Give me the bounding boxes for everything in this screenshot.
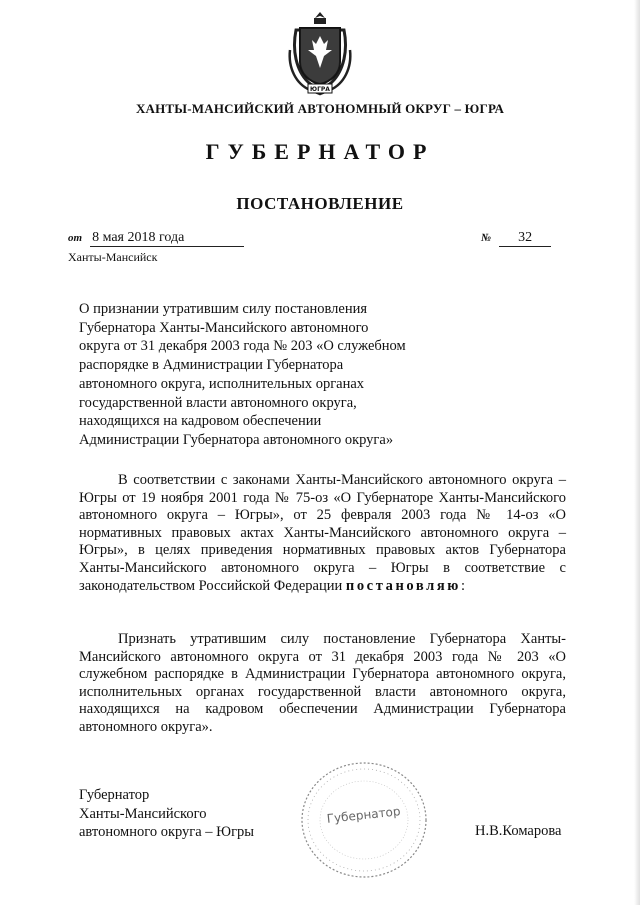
subject-line: О признании утратившим силу постановления [79,301,368,317]
subject-line: Губернатора Ханты-Мансийского автономного [79,319,369,336]
subject-line: государственной власти автономного округа, [79,394,357,411]
city-name: Ханты-Мансийск [68,250,158,264]
decree-colon: : [461,577,466,594]
date-line [68,230,244,247]
signatory-title-line: Ханты-Мансийского [79,805,207,822]
preamble-paragraph [79,472,566,595]
region-name: ХАНТЫ-МАНСИЙСКИЙ АВТОНОМНЫЙ ОКРУГ – ЮГРА [135,101,505,116]
crest-label: ЮГРА [310,86,330,93]
signatory-title [79,786,254,842]
signatory-title-line: Губернатор [79,787,150,803]
document-subject [79,300,459,450]
subject-line: округа от 31 декабря 2003 года № 203 «О служебном [79,338,406,355]
document-type: ПОСТАНОВЛЕНИЕ [236,194,404,213]
number-line [481,230,551,247]
subject-line: автономного округа, исполнительных органах [79,375,365,392]
coat-of-arms-emblem [286,10,354,96]
seal-text: Губернатор [326,804,402,826]
date-prefix: от [68,232,83,244]
operative-paragraph: Признать утратившим силу постановление Губернатора Ханты-Мансийского автономного округа от 31 декабря 2003 года № 203 «О служебном распорядке в Администрации Губернатора автономного округа, исполнительных органах государственной власти автономного округа, находящихся на кадровом обеспечении Администрации Губернатора автономного округа». [79,631,566,735]
document-date: 8 мая 2018 года [90,230,244,247]
document-number: 32 [499,230,551,247]
scan-edge-shadow [634,0,640,905]
official-seal-stamp [296,757,432,883]
decree-word: постановляю [345,577,461,594]
signatory-name: Н.В.Комарова [475,823,562,839]
number-prefix: № [481,232,492,244]
subject-line: распорядке в Администрации Губернатора [79,357,344,374]
subject-line: находящихся на кадровом обеспечении [79,413,322,430]
office-title: ГУБЕРНАТОР [205,139,435,164]
signatory-title-line: автономного округа – Югры [79,824,255,840]
preamble-text: В соответствии с законами Ханты-Мансийского автономного округа – Югры от 19 ноября 2001 года № 75-оз «О Губернаторе Ханты-Мансийского автономного округа – Югры», от 25 февраля 2003 года № 14-оз «О нормативных правовых актах Ханты-Мансийского автономного округа – Югры», в целях приведения нормативных правовых актов Губернатора Ханты-Мансийского автономного округа – Югры в соответствие с законодательством Российской Федерации [79,472,566,594]
subject-line: Администрации Губернатора автономного округа» [79,431,394,448]
